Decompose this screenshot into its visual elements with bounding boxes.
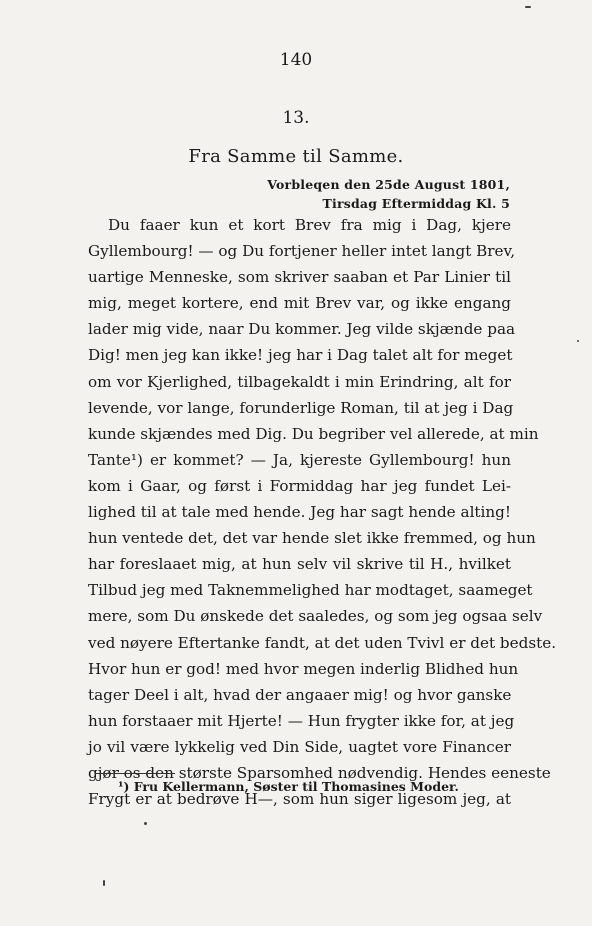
letter-title: Fra Samme til Samme. <box>188 146 404 167</box>
dateline-time: Tirsdag Eftermiddag Kl. 5 <box>322 196 510 211</box>
body-line: har foreslaaet mig, at hun selv vil skrive til H., hvilket <box>88 555 511 574</box>
body-line: Du faaer kun et kort Brev fra mig i Dag, kjere <box>108 216 511 234</box>
body-line: gjør os den største Sparsomhed nødvendig. Hendes eeneste <box>88 763 551 782</box>
body-line: hun ventede det, det var hende slet ikke fremmed, og hun <box>88 529 536 548</box>
body-line: kom i Gaar, og først i Formiddag har jeg fundet Lei- <box>88 476 511 495</box>
paper-speck <box>525 6 531 8</box>
paper-speck <box>577 340 579 342</box>
body-line: kunde skjændes med Dig. Du begriber vel allerede, at min <box>88 424 539 443</box>
body-line: uartige Menneske, som skriver saaban et Par Linier til <box>88 268 511 287</box>
body-line: Tilbud jeg med Taknemmelighed har modtaget, saameget <box>88 581 533 600</box>
body-line: ved nøyere Eftertanke fandt, at det uden Tvivl er det bedste. <box>88 633 557 652</box>
body-line: tager Deel i alt, hvad der angaaer mig! og hvor ganske <box>88 685 512 704</box>
body-line: levende, vor lange, forunderlige Roman, til at jeg i Dag <box>88 398 514 417</box>
footnote: ¹) Fru Kellermann, Søster til Thomasines Moder. <box>118 779 459 794</box>
body-line: hun forstaaer mit Hjerte! — Hun frygter ikke for, at jeg <box>88 711 515 730</box>
body-line: Gyllembourg! — og Du fortjener heller intet langt Brev, <box>88 242 516 261</box>
body-line: mere, som Du ønskede det saaledes, og som jeg ogsaa selv <box>88 607 543 626</box>
body-line: lader mig vide, naar Du kommer. Jeg vilde skjænde paa <box>88 320 516 339</box>
body-line: Frygt er at bedrøve H—, som hun siger ligesom jeg, at <box>88 790 511 809</box>
paper-speck <box>103 880 105 886</box>
body-line: mig, meget kortere, end mit Brev var, og ikke engang <box>88 294 511 313</box>
body-line: om vor Kjerlighed, tilbagekaldt i min Erindring, alt for <box>88 372 511 391</box>
body-line: lighed til at tale med hende. Jeg har sagt hende alting! <box>88 503 511 522</box>
body-line: Hvor hun er god! med hvor megen inderlig Blidhed hun <box>88 659 519 678</box>
page-number: 140 <box>279 50 313 70</box>
body-line: Dig! men jeg kan ikke! jeg har i Dag talet alt for meget <box>88 346 513 365</box>
letter-number: 13. <box>282 108 310 128</box>
paper-speck <box>144 822 147 825</box>
letter-body <box>88 212 557 812</box>
dateline-place-date: Vorbleqen den 25de August 1801, <box>267 177 510 192</box>
footnote-rule <box>95 773 175 774</box>
body-line: jo vil være lykkelig ved Din Side, uagtet vore Financer <box>88 737 511 756</box>
body-line: Tante¹) er kommet? — Ja, kjereste Gyllembourg! hun <box>88 450 511 469</box>
